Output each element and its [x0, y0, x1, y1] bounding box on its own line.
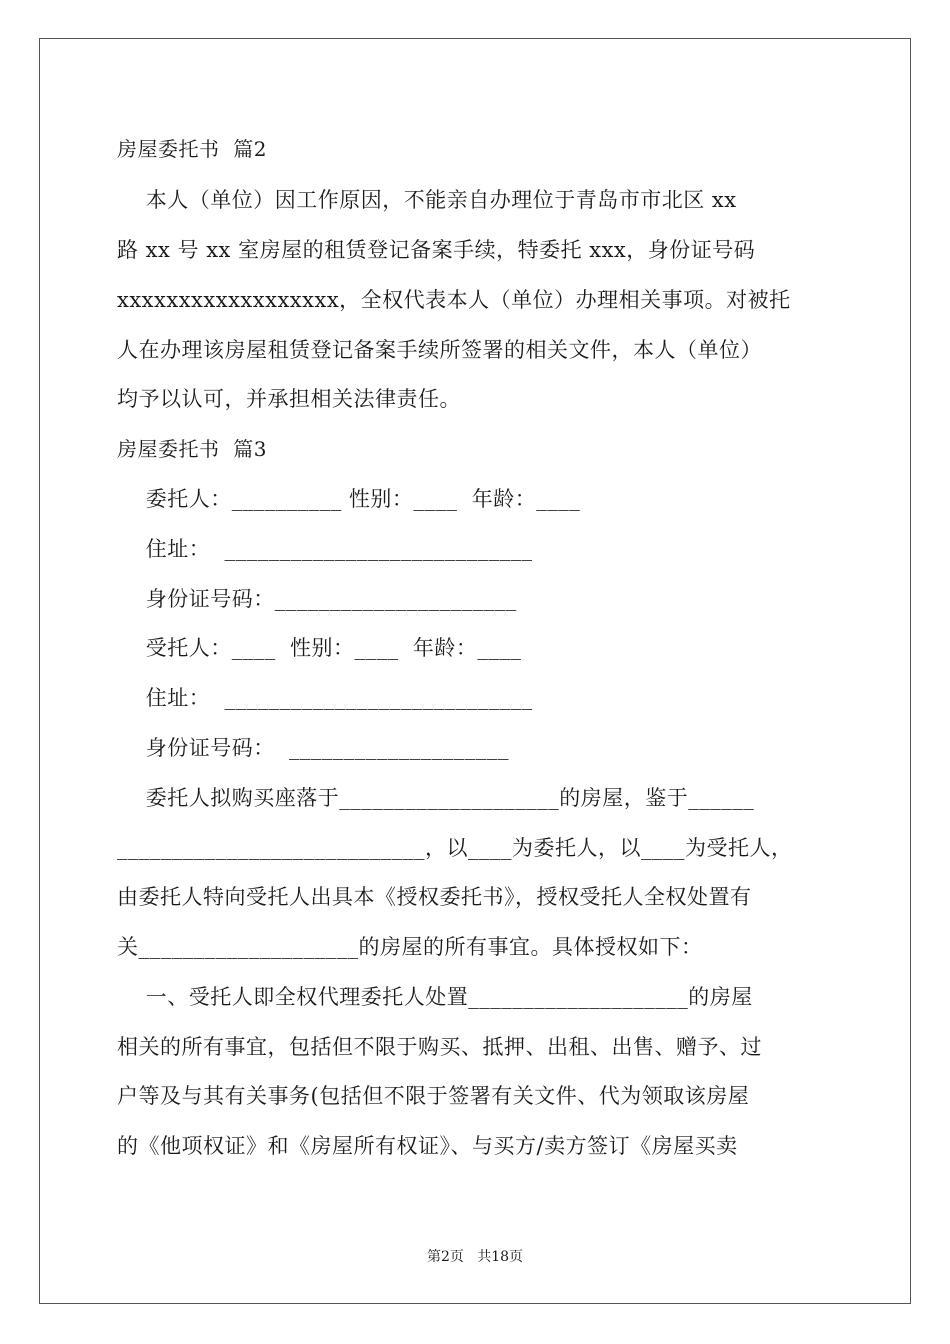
page-number-footer: 第2页 共18页	[426, 1249, 524, 1265]
paragraph-line: 均予以认可，并承担相关法律责任。	[117, 387, 461, 411]
paragraph-line: 人在办理该房屋租赁登记备案手续所签署的相关文件，本人（单位）	[117, 338, 762, 362]
paragraph-line: xxxxxxxxxxxxxxxxxx，全权代表本人（单位）办理相关事项。对被托	[117, 288, 791, 312]
paragraph-line: 户等及与其有关事务(包括但不限于签署有关文件、代为领取该房屋	[117, 1084, 750, 1108]
paragraph-line: 由委托人特向受托人出具本《授权委托书》，授权受托人全权处置有	[117, 885, 752, 909]
section-2-heading: 房屋委托书 篇2	[117, 137, 267, 161]
paragraph-line: 的《他项权证》和《房屋所有权证》、与买方/卖方签订《房屋买卖	[117, 1134, 738, 1158]
paragraph-line: 一、受托人即全权代理委托人处置____________________的房屋	[117, 985, 753, 1009]
form-line-agent-id: 身份证号码： ____________________	[117, 736, 510, 760]
paragraph-line: 路 xx 号 xx 室房屋的租赁登记备案手续，特委托 xxx，身份证号码	[117, 238, 756, 262]
paragraph-line: 相关的所有事宜，包括但不限于购买、抵押、出租、出售、赠予、过	[117, 1035, 762, 1059]
paragraph-line: 委托人拟购买座落于____________________的房屋，鉴于______	[117, 786, 755, 810]
form-line-agent-address: 住址： ____________________________	[117, 686, 533, 710]
form-line-principal: 委托人：__________ 性别：____ 年龄：____	[117, 487, 581, 511]
paragraph-line: 本人（单位）因工作原因，不能亲自办理位于青岛市市北区 xx	[117, 188, 737, 212]
form-line-principal-id: 身份证号码：______________________	[117, 587, 517, 611]
paragraph-line: ____________________________，以____为委托人，以____为受托人，	[117, 836, 793, 860]
section-3-heading: 房屋委托书 篇3	[117, 437, 267, 461]
form-line-principal-address: 住址： ____________________________	[117, 537, 533, 561]
paragraph-line: 关____________________的房屋的所有事宜。具体授权如下：	[117, 935, 703, 959]
page-frame	[39, 38, 911, 1304]
form-line-agent: 受托人：____ 性别：____ 年龄：____	[117, 636, 522, 660]
